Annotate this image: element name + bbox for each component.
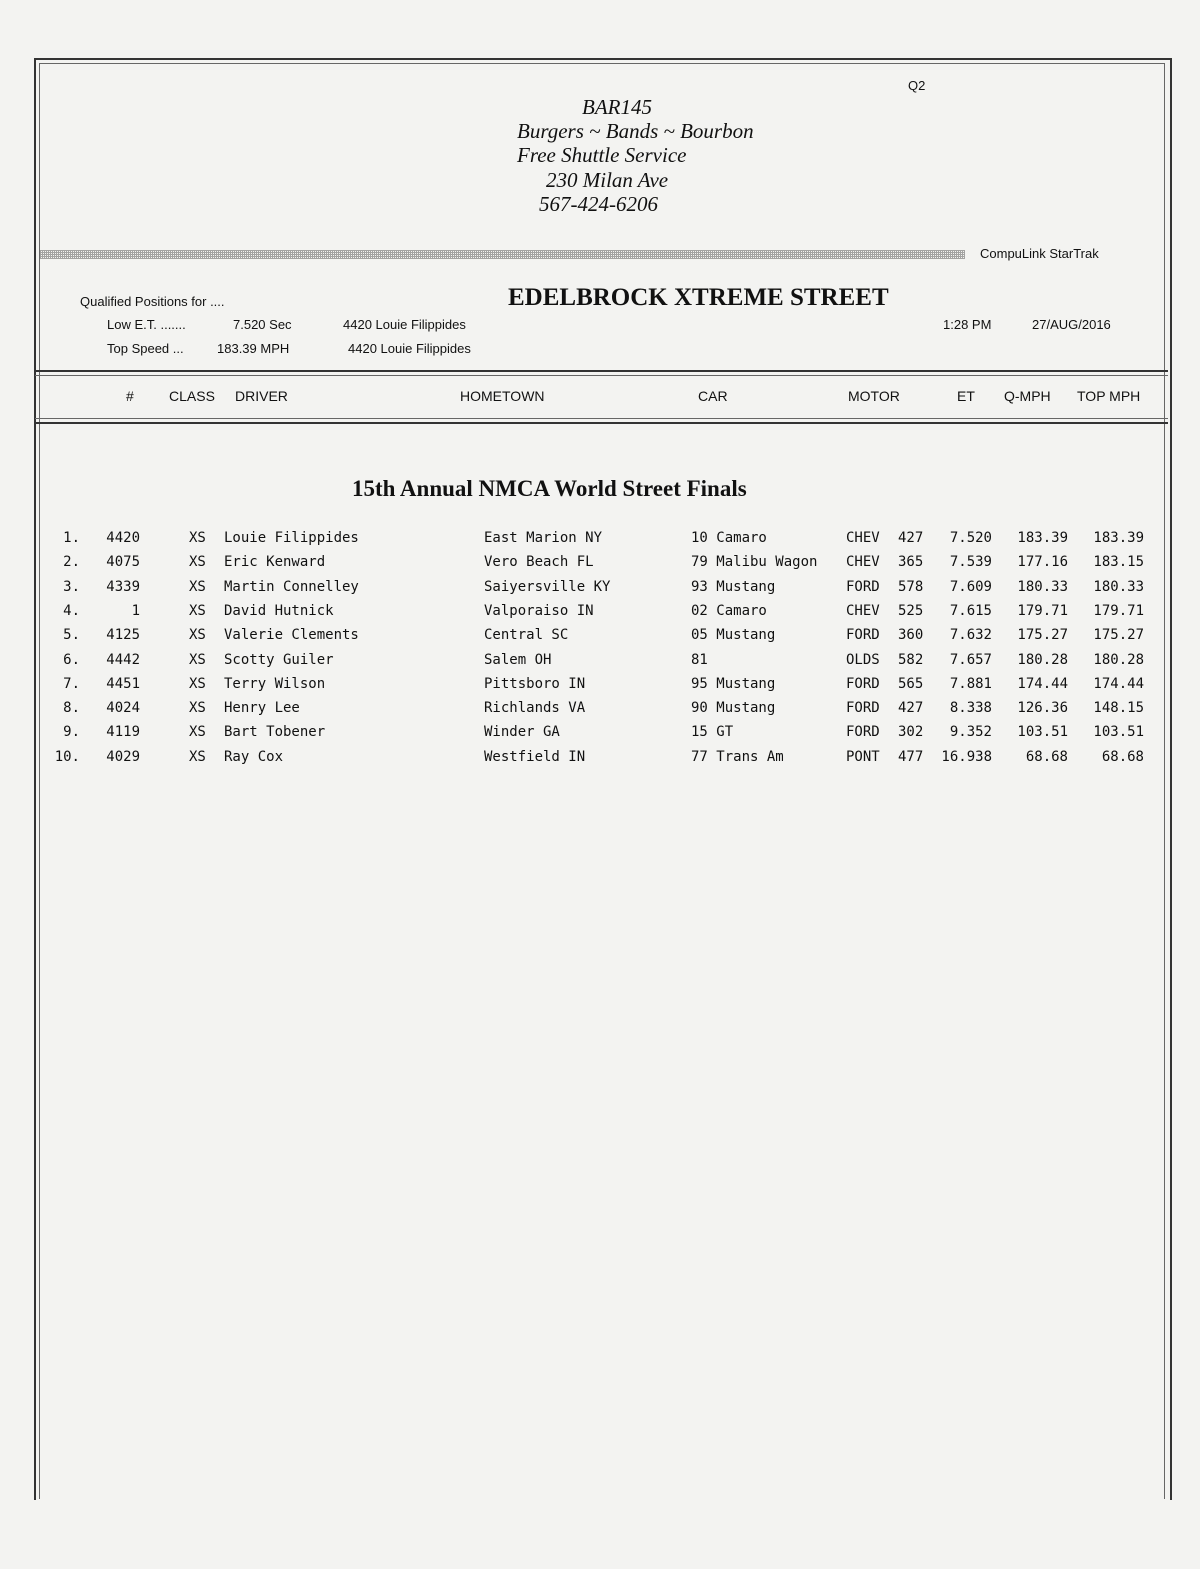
- cell-top-mph: 103.51: [1093, 724, 1144, 741]
- col-header-driver: DRIVER: [235, 388, 288, 404]
- cell-q-mph: 68.68: [1025, 748, 1068, 765]
- cell-position: 4.: [63, 602, 80, 619]
- page-frame-inner: [39, 63, 1165, 1499]
- cell-motor-make: CHEV: [846, 554, 880, 571]
- cell-motor-cid: 302: [898, 724, 924, 741]
- cell-et: 7.881: [949, 675, 992, 692]
- cell-position: 8.: [63, 700, 80, 717]
- cell-motor-cid: 525: [898, 602, 924, 619]
- cell-car-number: 4125: [106, 627, 140, 644]
- cell-et: 7.520: [949, 530, 992, 546]
- cell-position: 2.: [63, 554, 80, 571]
- cell-driver: Eric Kenward: [224, 554, 326, 571]
- cell-motor-make: CHEV: [846, 530, 880, 546]
- dotted-divider: [40, 250, 965, 259]
- cell-class: XS: [189, 530, 206, 546]
- cell-driver: Ray Cox: [224, 748, 284, 765]
- cell-car: 05 Mustang: [691, 627, 776, 644]
- cell-et: 7.615: [949, 602, 992, 619]
- cell-position: 3.: [63, 578, 80, 595]
- cell-hometown: Saiyersville KY: [484, 578, 611, 595]
- low-et-label: Low E.T. .......: [107, 317, 186, 332]
- cell-driver: Henry Lee: [224, 700, 300, 717]
- cell-motor-make: FORD: [846, 627, 880, 644]
- cell-driver: Valerie Clements: [224, 627, 359, 644]
- cell-car: 81: [691, 651, 708, 668]
- col-header-class: CLASS: [169, 388, 215, 404]
- cell-motor-cid: 578: [898, 578, 924, 595]
- cell-position: 6.: [63, 651, 80, 668]
- event-title: 15th Annual NMCA World Street Finals: [352, 476, 747, 501]
- report-title: EDELBROCK XTREME STREET: [508, 284, 889, 311]
- cell-class: XS: [189, 651, 206, 668]
- cell-class: XS: [189, 578, 206, 595]
- cell-top-mph: 183.39: [1093, 530, 1144, 546]
- cell-position: 10.: [54, 748, 80, 765]
- cell-q-mph: 183.39: [1017, 530, 1068, 546]
- header-rule-bottom-outer: [35, 422, 1168, 424]
- cell-car-number: 4119: [106, 724, 140, 741]
- col-header-q-mph: Q-MPH: [1004, 388, 1051, 404]
- cell-class: XS: [189, 748, 206, 765]
- cell-hometown: Pittsboro IN: [484, 675, 586, 692]
- cell-hometown: Richlands VA: [484, 700, 586, 717]
- cell-motor-cid: 360: [898, 627, 924, 644]
- cell-class: XS: [189, 554, 206, 571]
- cell-et: 7.539: [949, 554, 992, 571]
- cell-et: 7.609: [949, 578, 992, 595]
- cell-car: 10 Camaro: [691, 530, 767, 546]
- cell-et: 7.657: [949, 651, 992, 668]
- cell-car: 79 Malibu Wagon: [691, 554, 818, 571]
- top-speed-label: Top Speed ...: [107, 341, 184, 356]
- cell-top-mph: 174.44: [1093, 675, 1144, 692]
- cell-class: XS: [189, 602, 206, 619]
- cell-car-number: 4442: [106, 651, 140, 668]
- cell-car: 90 Mustang: [691, 700, 776, 717]
- ad-name: BAR145: [582, 95, 652, 119]
- cell-hometown: Valporaiso IN: [484, 602, 594, 619]
- low-et-value: 7.520 Sec: [233, 317, 292, 332]
- cell-car: 95 Mustang: [691, 675, 776, 692]
- cell-position: 7.: [63, 675, 80, 692]
- cell-top-mph: 180.28: [1093, 651, 1144, 668]
- cell-top-mph: 148.15: [1093, 700, 1144, 717]
- cell-motor-cid: 365: [898, 554, 924, 571]
- cell-top-mph: 180.33: [1093, 578, 1144, 595]
- cell-et: 9.352: [949, 724, 992, 741]
- header-rule-bottom: [35, 418, 1168, 419]
- cell-car-number: 4451: [106, 675, 140, 692]
- cell-q-mph: 180.33: [1017, 578, 1068, 595]
- cell-et: 7.632: [949, 627, 992, 644]
- cell-top-mph: 175.27: [1093, 627, 1144, 644]
- cell-position: 5.: [63, 627, 80, 644]
- cell-motor-make: FORD: [846, 675, 880, 692]
- cell-car-number: 4029: [106, 748, 140, 765]
- cell-driver: Martin Connelley: [224, 578, 359, 595]
- cell-hometown: East Marion NY: [484, 530, 603, 546]
- cell-hometown: Central SC: [484, 627, 569, 644]
- cell-hometown: Vero Beach FL: [484, 554, 594, 571]
- cell-hometown: Westfield IN: [484, 748, 586, 765]
- col-header-hometown: HOMETOWN: [460, 388, 545, 404]
- cell-driver: David Hutnick: [224, 602, 334, 619]
- col-header-number: #: [126, 388, 134, 404]
- brand-label: CompuLink StarTrak: [980, 246, 1099, 261]
- cell-top-mph: 179.71: [1093, 602, 1144, 619]
- ad-phone: 567-424-6206: [539, 192, 658, 216]
- cell-q-mph: 179.71: [1017, 602, 1068, 619]
- cell-driver: Bart Tobener: [224, 724, 326, 741]
- cell-motor-make: CHEV: [846, 602, 880, 619]
- cell-driver: Scotty Guiler: [224, 651, 334, 668]
- cell-motor-cid: 582: [898, 651, 924, 668]
- cell-car-number: 4339: [106, 578, 140, 595]
- ad-address: 230 Milan Ave: [546, 168, 669, 192]
- cell-et: 8.338: [949, 700, 992, 717]
- qualified-label: Qualified Positions for ....: [80, 294, 225, 309]
- cell-motor-make: OLDS: [846, 651, 880, 668]
- cell-top-mph: 183.15: [1093, 554, 1144, 571]
- cell-motor-make: FORD: [846, 700, 880, 717]
- cell-car-number: 4024: [106, 700, 140, 717]
- cell-q-mph: 174.44: [1017, 675, 1068, 692]
- cell-hometown: Salem OH: [484, 651, 552, 668]
- header-rule-top-inner: [35, 375, 1168, 376]
- cell-q-mph: 126.36: [1017, 700, 1068, 717]
- cell-motor-make: PONT: [846, 748, 880, 765]
- col-header-motor: MOTOR: [848, 388, 900, 404]
- cell-top-mph: 68.68: [1101, 748, 1144, 765]
- report-time: 1:28 PM: [943, 317, 992, 332]
- cell-class: XS: [189, 627, 206, 644]
- cell-car-number: 4075: [106, 554, 140, 571]
- cell-motor-cid: 427: [898, 530, 924, 546]
- cell-motor-cid: 427: [898, 700, 924, 717]
- cell-q-mph: 177.16: [1017, 554, 1068, 571]
- col-header-top-mph: TOP MPH: [1077, 388, 1141, 404]
- cell-car: 15 GT: [691, 724, 734, 741]
- ad-service: Free Shuttle Service: [517, 143, 687, 167]
- cell-car: 02 Camaro: [691, 602, 767, 619]
- cell-motor-cid: 477: [898, 748, 924, 765]
- page-label: Q2: [908, 78, 926, 93]
- cell-class: XS: [189, 724, 206, 741]
- cell-car: 93 Mustang: [691, 578, 776, 595]
- low-et-holder: 4420 Louie Filippides: [343, 317, 466, 332]
- cell-motor-make: FORD: [846, 578, 880, 595]
- cell-car: 77 Trans Am: [691, 748, 784, 765]
- cell-et: 16.938: [941, 748, 992, 765]
- cell-driver: Terry Wilson: [224, 675, 326, 692]
- cell-motor-cid: 565: [898, 675, 924, 692]
- cell-car-number: 1: [131, 602, 140, 619]
- cell-motor-make: FORD: [846, 724, 880, 741]
- cell-hometown: Winder GA: [484, 724, 560, 741]
- col-header-car: CAR: [698, 388, 728, 404]
- cell-car-number: 4420: [106, 530, 140, 546]
- header-rule-top: [35, 370, 1168, 372]
- report-date: 27/AUG/2016: [1032, 317, 1111, 332]
- top-speed-holder: 4420 Louie Filippides: [348, 341, 471, 356]
- cell-q-mph: 103.51: [1017, 724, 1068, 741]
- top-speed-value: 183.39 MPH: [217, 341, 290, 356]
- cell-position: 1.: [63, 530, 80, 546]
- cell-class: XS: [189, 700, 206, 717]
- cell-position: 9.: [63, 724, 80, 741]
- col-header-et: ET: [957, 388, 975, 404]
- cell-class: XS: [189, 675, 206, 692]
- cell-q-mph: 175.27: [1017, 627, 1068, 644]
- ad-tagline: Burgers ~ Bands ~ Bourbon: [517, 119, 754, 143]
- cell-driver: Louie Filippides: [224, 530, 359, 546]
- cell-q-mph: 180.28: [1017, 651, 1068, 668]
